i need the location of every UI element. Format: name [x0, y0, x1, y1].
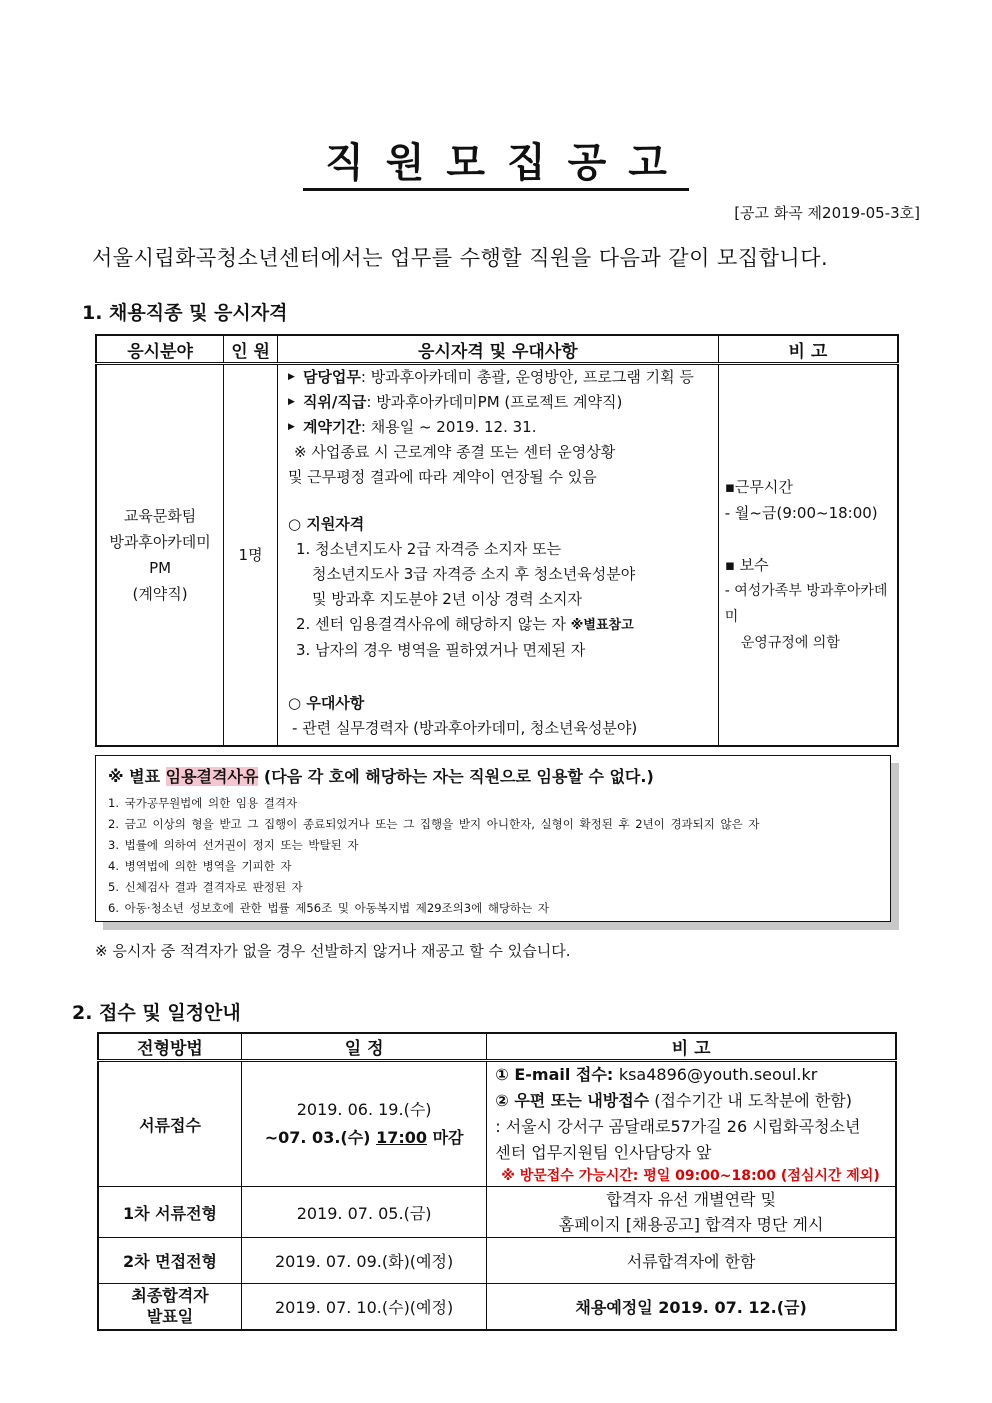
field-line: 방과후아카데미	[109, 533, 211, 551]
header-method: 전형방법	[98, 1033, 242, 1061]
qual-item-1a: 1. 청소년지도사 2급 자격증 소지자 또는	[296, 540, 562, 558]
note-cell: 서류합격자에 한함	[487, 1238, 896, 1284]
count-cell: 1명	[224, 364, 278, 747]
table-row	[98, 1284, 896, 1330]
heading-prefix: ※ 별표	[108, 767, 166, 786]
field-cell	[96, 364, 224, 747]
date-line-2a: ~07. 03.(수)	[264, 1128, 377, 1147]
header-note: 비 고	[718, 335, 898, 364]
note-mail-label: ② 우편 또는 내방접수	[495, 1091, 650, 1110]
pref-item-1: - 관련 실무경력자 (방과후아카데미, 청소년육성분야)	[292, 719, 638, 737]
qual-heading: ○ 지원자격	[288, 515, 365, 533]
disqualify-item: 3. 법률에 의하여 선거권이 정지 또는 박탈된 자	[108, 838, 359, 852]
pay-value-2: 운영규정에 의함	[740, 635, 840, 651]
qualification-table	[95, 334, 899, 747]
position-value: : 방과후아카데미PM (프로젝트 계약직)	[366, 393, 623, 411]
heading-highlight: 임용결격사유	[165, 767, 259, 786]
note-visit-hours: ※ 방문접수 가능시간: 평일 09:00~18:00 (점심시간 제외)	[501, 1168, 880, 1184]
date-cell	[242, 1061, 487, 1187]
method-cell: 서류접수	[98, 1061, 242, 1187]
qual-item-2: 2. 센터 임용결격사유에 해당하지 않는 자	[296, 615, 567, 633]
date-cell: 2019. 07. 05.(금)	[242, 1187, 487, 1238]
note-address-1: : 서울시 강서구 곰달래로57가길 26 시립화곡청소년	[495, 1117, 861, 1136]
date-line-2c: 마감	[427, 1128, 464, 1147]
method-cell: 2차 면접전형	[98, 1238, 242, 1284]
note-cell	[487, 1061, 896, 1187]
qual-item-3: 3. 남자의 경우 병역을 필하였거나 면제된 자	[296, 641, 586, 659]
note-cell: 채용예정일 2019. 07. 12.(금)	[487, 1284, 896, 1330]
header-qualification: 응시자격 및 우대사항	[278, 335, 719, 364]
triangle-bullet-icon: ▶	[288, 397, 295, 407]
notice-number: [공고 화곡 제2019-05-3호]	[734, 204, 920, 222]
period-note-2: 및 근무평정 결과에 따라 계약이 연장될 수 있음	[288, 468, 597, 486]
field-line: PM	[149, 559, 172, 577]
hours-value: - 월~금(9:00~18:00)	[724, 504, 878, 522]
method-line-1: 최종합격자	[131, 1286, 209, 1306]
pay-value-1: - 여성가족부 방과후아카데미	[724, 583, 888, 625]
note-line-2: 홈페이지 [채용공고] 합격자 명단 게시	[558, 1215, 824, 1234]
disqualify-item: 1. 국가공무원법에 의한 임용 결격자	[108, 796, 298, 810]
note-address-2: 센터 업무지원팀 인사담당자 앞	[495, 1143, 712, 1162]
hours-label: ▪근무시간	[724, 478, 793, 496]
period-value: : 채용일 ~ 2019. 12. 31.	[360, 418, 537, 436]
header-count: 인 원	[224, 335, 278, 364]
date-line-2b: 17:00	[376, 1128, 427, 1147]
disqualification-heading	[108, 764, 890, 787]
method-cell: 1차 서류전형	[98, 1187, 242, 1238]
period-note-1: ※ 사업종료 시 근로계약 종결 또는 센터 운영상황	[294, 443, 616, 461]
disqualify-item: 5. 신체검사 결과 결격자로 판정된 자	[108, 880, 303, 894]
position-label: 직위/직급	[302, 393, 367, 411]
disqualify-item: 4. 병역법에 의한 병역을 기피한 자	[108, 859, 292, 873]
date-cell: 2019. 07. 10.(수)(예정)	[242, 1284, 487, 1330]
field-line: (계약직)	[132, 585, 188, 603]
disqualify-item: 6. 아동·청소년 성보호에 관한 법률 제56조 및 아동복지법 제29조의3에 해당하는 자	[108, 901, 550, 915]
note-cell	[487, 1187, 896, 1238]
triangle-bullet-icon: ▶	[288, 372, 295, 382]
heading-suffix: (다음 각 호에 해당하는 자는 직원으로 임용할 수 없다.)	[258, 767, 654, 786]
header-note: 비 고	[487, 1033, 896, 1061]
qual-item-1b: 청소년지도사 3급 자격증 소지 후 청소년육성분야	[312, 565, 636, 583]
schedule-table	[97, 1032, 897, 1331]
triangle-bullet-icon: ▶	[288, 422, 295, 432]
date-line-1: 2019. 06. 19.(수)	[296, 1100, 432, 1119]
table-row	[98, 1187, 896, 1238]
section2-heading: 2. 접수 및 일정안내	[72, 1002, 241, 1024]
note-line-1: 합격자 유선 개별연락 및	[606, 1190, 777, 1209]
disqualification-box	[95, 755, 891, 922]
field-line: 교육문화팀	[123, 507, 197, 525]
pay-label: ▪ 보수	[724, 556, 769, 574]
note-email: ksa4896@youth.seoul.kr	[618, 1065, 818, 1084]
intro-text: 서울시립화곡청소년센터에서는 업무를 수행할 직원을 다음과 같이 모집합니다.	[92, 246, 829, 270]
note-email-label: ① E-mail 접수:	[495, 1065, 619, 1084]
qual-item-2-ref: ※별표참고	[570, 618, 634, 633]
method-cell	[98, 1284, 242, 1330]
section1-heading: 1. 채용직종 및 응시자격	[82, 302, 288, 324]
qualification-cell	[278, 364, 719, 747]
after-note: ※ 응시자 중 적격자가 없을 경우 선발하지 않거나 재공고 할 수 있습니다.	[95, 942, 571, 960]
qual-item-1c: 및 방과후 지도분야 2년 이상 경력 소지자	[312, 590, 583, 608]
table-row	[98, 1238, 896, 1284]
header-field: 응시분야	[96, 335, 224, 364]
method-line-2: 발표일	[146, 1307, 194, 1327]
document-title	[0, 138, 992, 191]
disqualify-item: 2. 금고 이상의 형을 받고 그 집행이 종료되었거나 또는 그 집행을 받지 아니한자, 실형이 확정된 후 2년이 경과되지 않은 자	[108, 817, 760, 831]
pref-heading: ○ 우대사항	[288, 694, 365, 712]
period-label: 계약기간	[302, 418, 361, 436]
duty-label: 담당업무	[302, 368, 361, 386]
note-cell	[718, 364, 898, 747]
header-date: 일 정	[242, 1033, 487, 1061]
title-text: 직원모집공고	[303, 138, 689, 191]
table-row	[98, 1061, 896, 1187]
note-mail: (접수기간 내 도착분에 한함)	[649, 1091, 852, 1110]
duty-value: : 방과후아카데미 총괄, 운영방안, 프로그램 기획 등	[360, 368, 694, 386]
date-cell: 2019. 07. 09.(화)(예정)	[242, 1238, 487, 1284]
